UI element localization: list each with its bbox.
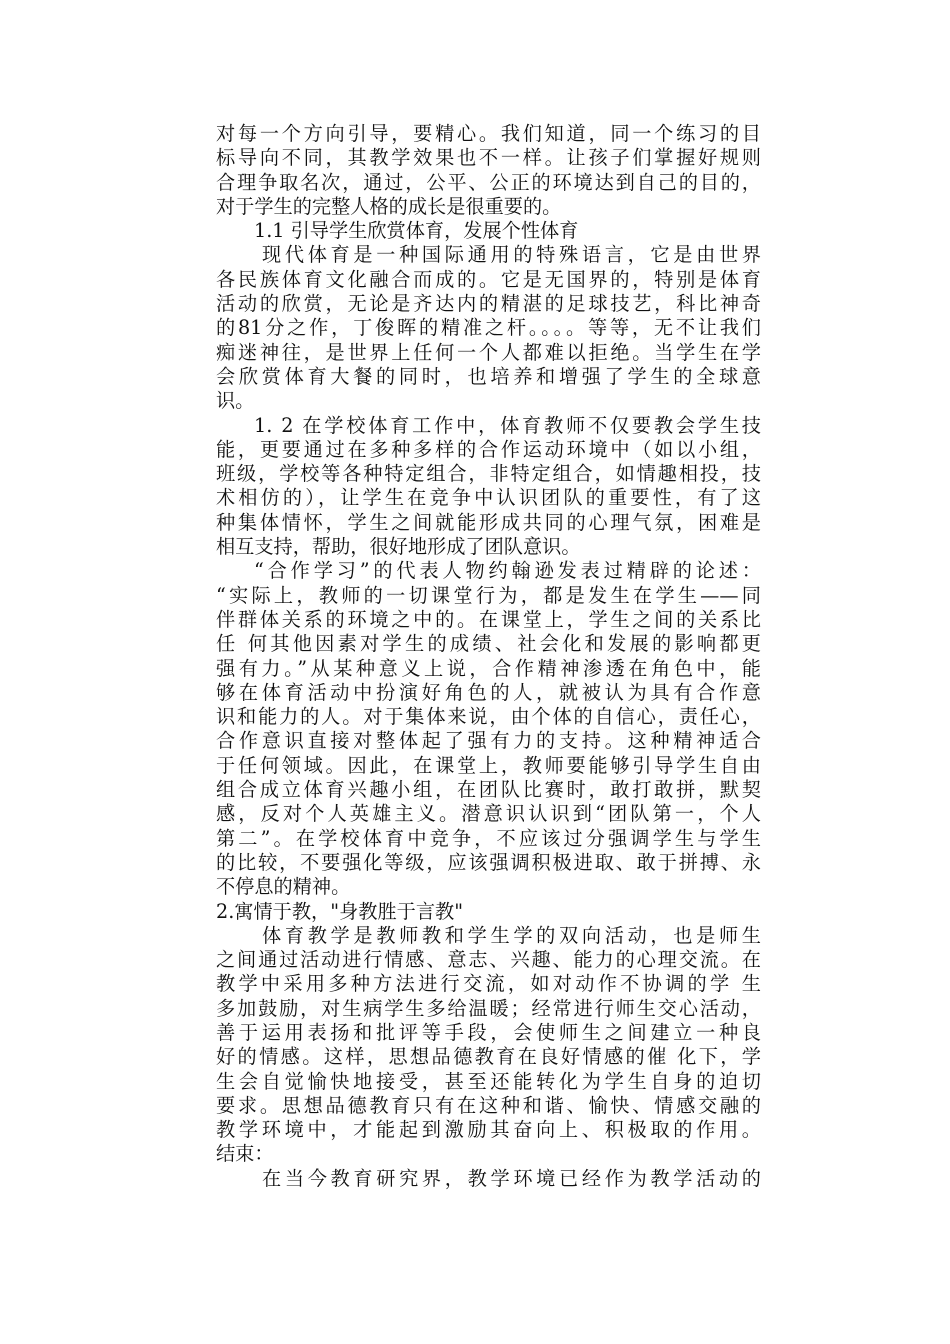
section-heading-1-2: 1. 2 在学校体育工作中，体育教师不仅要教会学生技 xyxy=(254,413,761,437)
text-line: 够在体育活动中扮演好角色的人，就被认为具有合作意 xyxy=(216,680,761,704)
text-line: 的81分之作，丁俊晖的精准之杆。。。。等等，无不让我们 xyxy=(216,316,761,340)
text-line: 多加鼓励，对生病学生多给温暖；经常进行师生交心活动， xyxy=(216,996,761,1020)
body-text xyxy=(216,122,761,1191)
text-line: 对每一个方向引导，要精心。我们知道，同一个练习的目 xyxy=(216,122,761,145)
text-line: 教学中采用多种方法进行交流，如对动作不协调的学 生 xyxy=(216,972,761,996)
text-line: 班级，学校等各种特定组合，非特定组合，如情趣相投，技 xyxy=(216,462,761,486)
text-line: 合作意识直接对整体起了强有力的支持。这种精神适合 xyxy=(216,729,761,753)
text-line: 术相仿的），让学生在竞争中认识团队的重要性，有了这 xyxy=(216,486,761,510)
section-heading-conclusion: 结束： xyxy=(216,1142,274,1166)
text-line: 活动的欣赏，无论是齐达内的精湛的足球技艺，科比神奇 xyxy=(216,292,761,316)
text-line: 教学环境中，才能起到激励其奋向上、积极取的作用。 xyxy=(216,1118,761,1142)
quote-line: “实际上，教师的一切课堂行为，都是发生在学生——同 xyxy=(216,583,761,607)
text-line: 相互支持，帮助，很好地形成了团队意识。 xyxy=(216,535,581,559)
text-line: 识。 xyxy=(216,389,255,413)
text-line: 生会自觉愉快地接受，甚至还能转化为学生自身的迫切 xyxy=(216,1069,761,1093)
text-line: 对于学生的完整人格的成长是很重要的。 xyxy=(216,194,562,218)
text-line: 体育教学是教师教和学生学的双向活动，也是师生 xyxy=(262,923,761,947)
text-line: 不停息的精神。 xyxy=(216,875,351,899)
quote-line: 任 何其他因素对学生的成绩、社会化和发展的影响都更 xyxy=(216,632,761,656)
text-line: 之间通过活动进行情感、意志、兴趣、能力的心理交流。在 xyxy=(216,948,761,972)
text-line: 于任何领域。因此，在课堂上，教师要能够引导学生自由 xyxy=(216,753,761,777)
text-line: 的比较，不要强化等级，应该强调积极进取、敢于拼搏、永 xyxy=(216,850,761,874)
text-line: 善于运用表扬和批评等手段，会使师生之间建立一种良 xyxy=(216,1020,761,1044)
text-line: 识和能力的人。对于集体来说，由个体的自信心，责任心， xyxy=(216,705,761,729)
text-line: 组合成立体育兴趣小组，在团队比赛时，敢打敢拼，默契 xyxy=(216,778,761,802)
text-line: 种集体情怀，学生之间就能形成共同的心理气氛，困难是 xyxy=(216,510,761,534)
text-line: 能，更要通过在多种多样的合作运动环境中（如以小组， xyxy=(216,437,761,461)
text-line: 现代体育是一种国际通用的特殊语言，它是由世界 xyxy=(262,243,761,267)
text-line: “合作学习”的代表人物约翰逊发表过精辟的论述： xyxy=(254,559,761,583)
text-line: 要求。思想品德教育只有在这种和谐、愉快、情感交融的 xyxy=(216,1093,761,1117)
section-heading-2: 2.寓情于教，"身教胜于言教" xyxy=(216,899,464,923)
text-line: 好的情感。这样，思想品德教育在良好情感的催 化下，学 xyxy=(216,1045,761,1069)
text-line: 第二”。在学校体育中竞争，不应该过分强调学生与学生 xyxy=(216,826,761,850)
quote-line: 伴群体关系的环境之中的。在课堂上，学生之间的关系比 xyxy=(216,607,761,631)
text-line: 在当今教育研究界，教学环境已经作为教学活动的 xyxy=(262,1166,761,1190)
text-line: 各民族体育文化融合而成的。它是无国界的，特别是体育 xyxy=(216,267,761,291)
section-heading-1-1: 1.1 引导学生欣赏体育，发展个性体育 xyxy=(254,219,579,243)
text-line: 标导向不同，其教学效果也不一样。让孩子们掌握好规则 xyxy=(216,146,761,170)
text-line: 会欣赏体育大餐的同时，也培养和增强了学生的全球意 xyxy=(216,364,761,388)
text-line: 强有力。”从某种意义上说，合作精神渗透在角色中，能 xyxy=(216,656,761,680)
text-line: 合理争取名次，通过，公平、公正的环境达到自己的目的， xyxy=(216,170,761,194)
text-line: 感，反对个人英雄主义。潜意识认识到“团队第一，个人 xyxy=(216,802,761,826)
text-line: 痴迷神往，是世界上任何一个人都难以拒绝。当学生在学 xyxy=(216,340,761,364)
